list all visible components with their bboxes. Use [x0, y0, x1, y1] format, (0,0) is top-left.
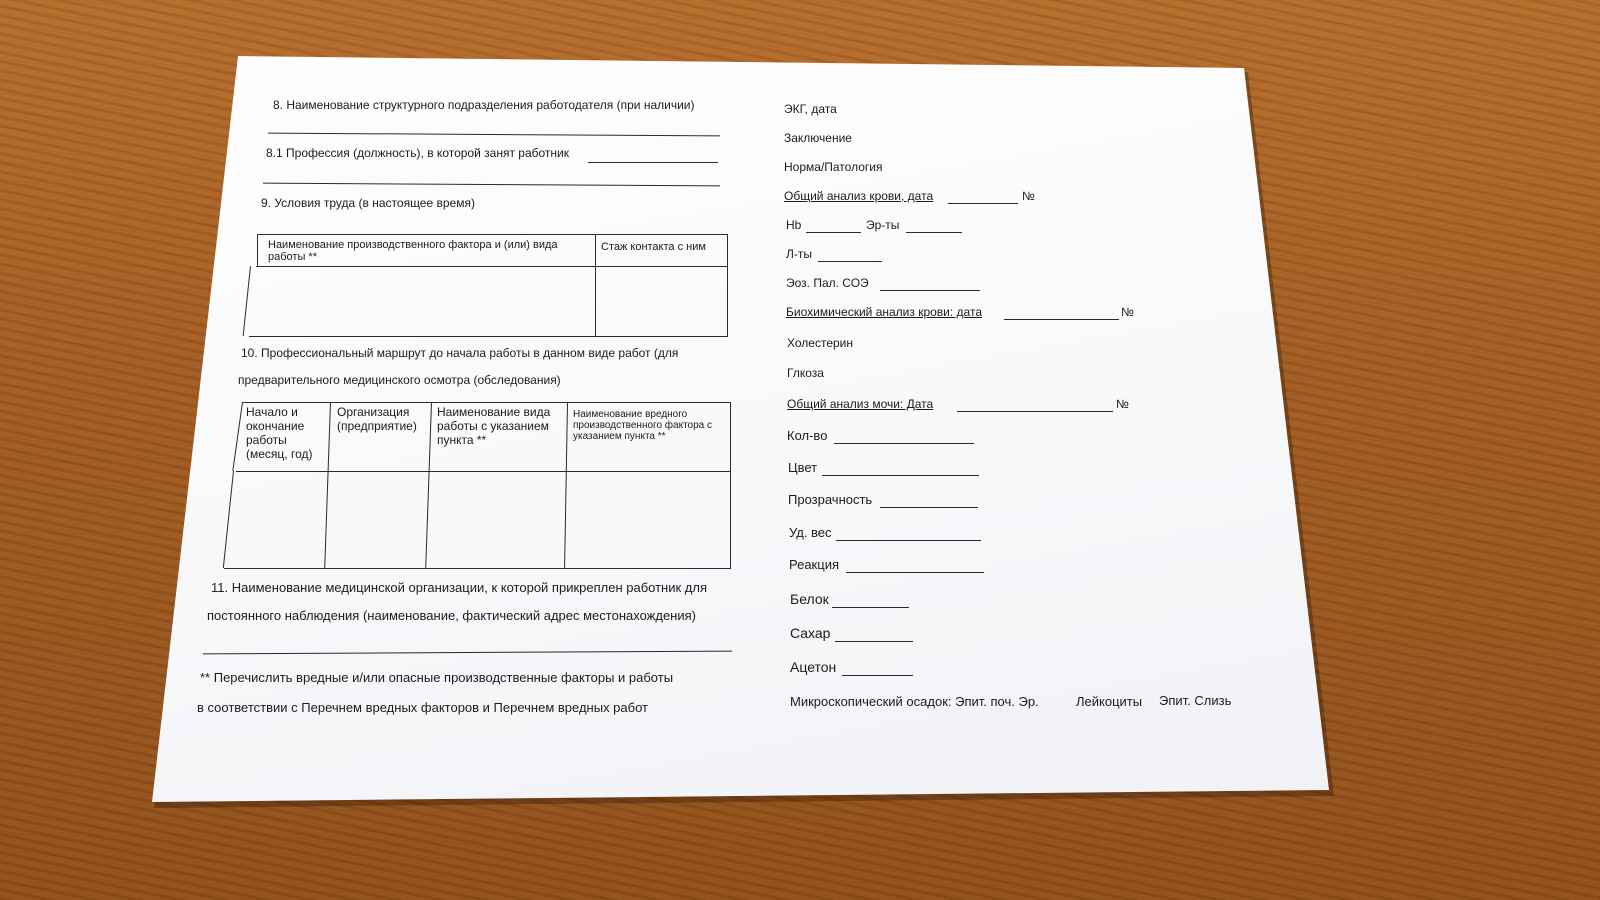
ecg-date-label: ЭКГ, дата [784, 102, 837, 116]
table-10-border-right [730, 402, 731, 568]
eos-esr-label: Эоз. Пал. СОЭ [786, 276, 869, 290]
table-9-border-bottom [249, 336, 728, 337]
table-9-header-divider [256, 266, 728, 267]
acetone-line [842, 675, 913, 676]
table-9-border-right [727, 234, 728, 336]
table-10-header-work-type: Наименование вида работы с указанием пункта ** [437, 405, 551, 447]
quantity-label: Кол-во [787, 428, 828, 443]
cholesterol-label: Холестерин [787, 336, 853, 350]
table-10-border-left-top [232, 402, 243, 471]
table-10-header-organization: Организация (предприятие) [337, 405, 417, 433]
erythrocytes-label: Эр-ты [866, 218, 900, 232]
clarity-label: Прозрачность [788, 492, 873, 507]
specific-gravity-line [836, 540, 981, 541]
glucose-label: Глкоза [787, 366, 824, 380]
section-11-underline [203, 651, 732, 655]
section-8-underline [268, 133, 720, 137]
section-11-line-1: 11. Наименование медицинской организации, к которой прикреплен работник для [211, 580, 707, 595]
cbc-date-line [948, 203, 1018, 204]
footnote-line-2: в соответствии с Перечнем вредных факторов и Перечнем вредных работ [197, 700, 648, 715]
section-8-1-underline-2 [263, 183, 720, 187]
hb-label: Hb [786, 218, 802, 232]
leukocytes-line [818, 261, 882, 262]
reaction-line [846, 572, 984, 573]
protein-line [832, 607, 909, 608]
section-9-title: 9. Условия труда (в настоящее время) [261, 196, 475, 210]
protein-label: Белок [790, 591, 829, 607]
biochem-date-line [1004, 319, 1119, 320]
specific-gravity-label: Уд. вес [789, 525, 832, 540]
section-8-1-label: 8.1 Профессия (должность), в которой занят работник [266, 146, 569, 160]
table-10-header-period: Начало и окончание работы (месяц, год) [246, 405, 313, 461]
urine-number-label: № [1116, 397, 1129, 411]
norm-pathology-label: Норма/Патология [784, 160, 883, 174]
eos-esr-line [880, 290, 980, 291]
biochem-date-label: Биохимический анализ крови: дата [786, 305, 982, 319]
table-10-border-left [223, 471, 234, 568]
table-9-header-factor: Наименование производственного фактора и (или) вида работы ** [268, 239, 558, 263]
leukocytes-label: Л-ты [786, 247, 812, 261]
color-line [822, 475, 979, 476]
quantity-line [834, 443, 974, 444]
section-11-line-2: постоянного наблюдения (наименование, фактический адрес местонахождения) [207, 608, 696, 623]
sugar-label: Сахар [790, 625, 831, 641]
cbc-date-label: Общий анализ крови, дата [784, 189, 934, 203]
table-9-border-left-top [257, 234, 258, 266]
section-8-title: 8. Наименование структурного подразделения работодателя (при наличии) [273, 98, 695, 112]
epithelium-mucus-label: Эпит. Слизь [1159, 693, 1232, 708]
table-9-col-divider [595, 234, 596, 336]
urine-date-label: Общий анализ мочи: Дата [787, 397, 934, 411]
sugar-line [835, 641, 913, 642]
table-9-header-experience: Стаж контакта с ним [601, 241, 706, 253]
cbc-number-label: № [1022, 189, 1035, 203]
leukocytes-sediment-label: Лейкоциты [1076, 694, 1143, 709]
section-10-line-1: 10. Профессиональный маршрут до начала работы в данном виде работ (для [241, 346, 679, 360]
table-9-border-left [243, 266, 251, 336]
biochem-number-label: № [1121, 305, 1134, 319]
table-9-border-top [258, 234, 728, 235]
microscopic-sediment-label: Микроскопический осадок: Эпит. поч. Эр. [790, 694, 1039, 709]
section-8-1-underline [588, 162, 718, 163]
urine-date-line [957, 411, 1113, 412]
section-10-line-2: предварительного медицинского осмотра (обследования) [238, 373, 561, 387]
acetone-label: Ацетон [790, 659, 837, 675]
erythrocytes-line [906, 232, 962, 233]
table-10-header-harmful-factor: Наименование вредного производственного фактора с указанием пункта ** [573, 409, 713, 442]
color-label: Цвет [788, 460, 818, 475]
footnote-line-1: ** Перечислить вредные и/или опасные производственные факторы и работы [200, 670, 674, 685]
table-10-border-bottom [224, 568, 731, 569]
table-10-border-top [242, 402, 731, 403]
reaction-label: Реакция [789, 557, 839, 572]
table-10-header-divider [236, 471, 731, 472]
clarity-line [880, 507, 978, 508]
conclusion-label: Заключение [784, 131, 852, 145]
hb-line [806, 232, 861, 233]
